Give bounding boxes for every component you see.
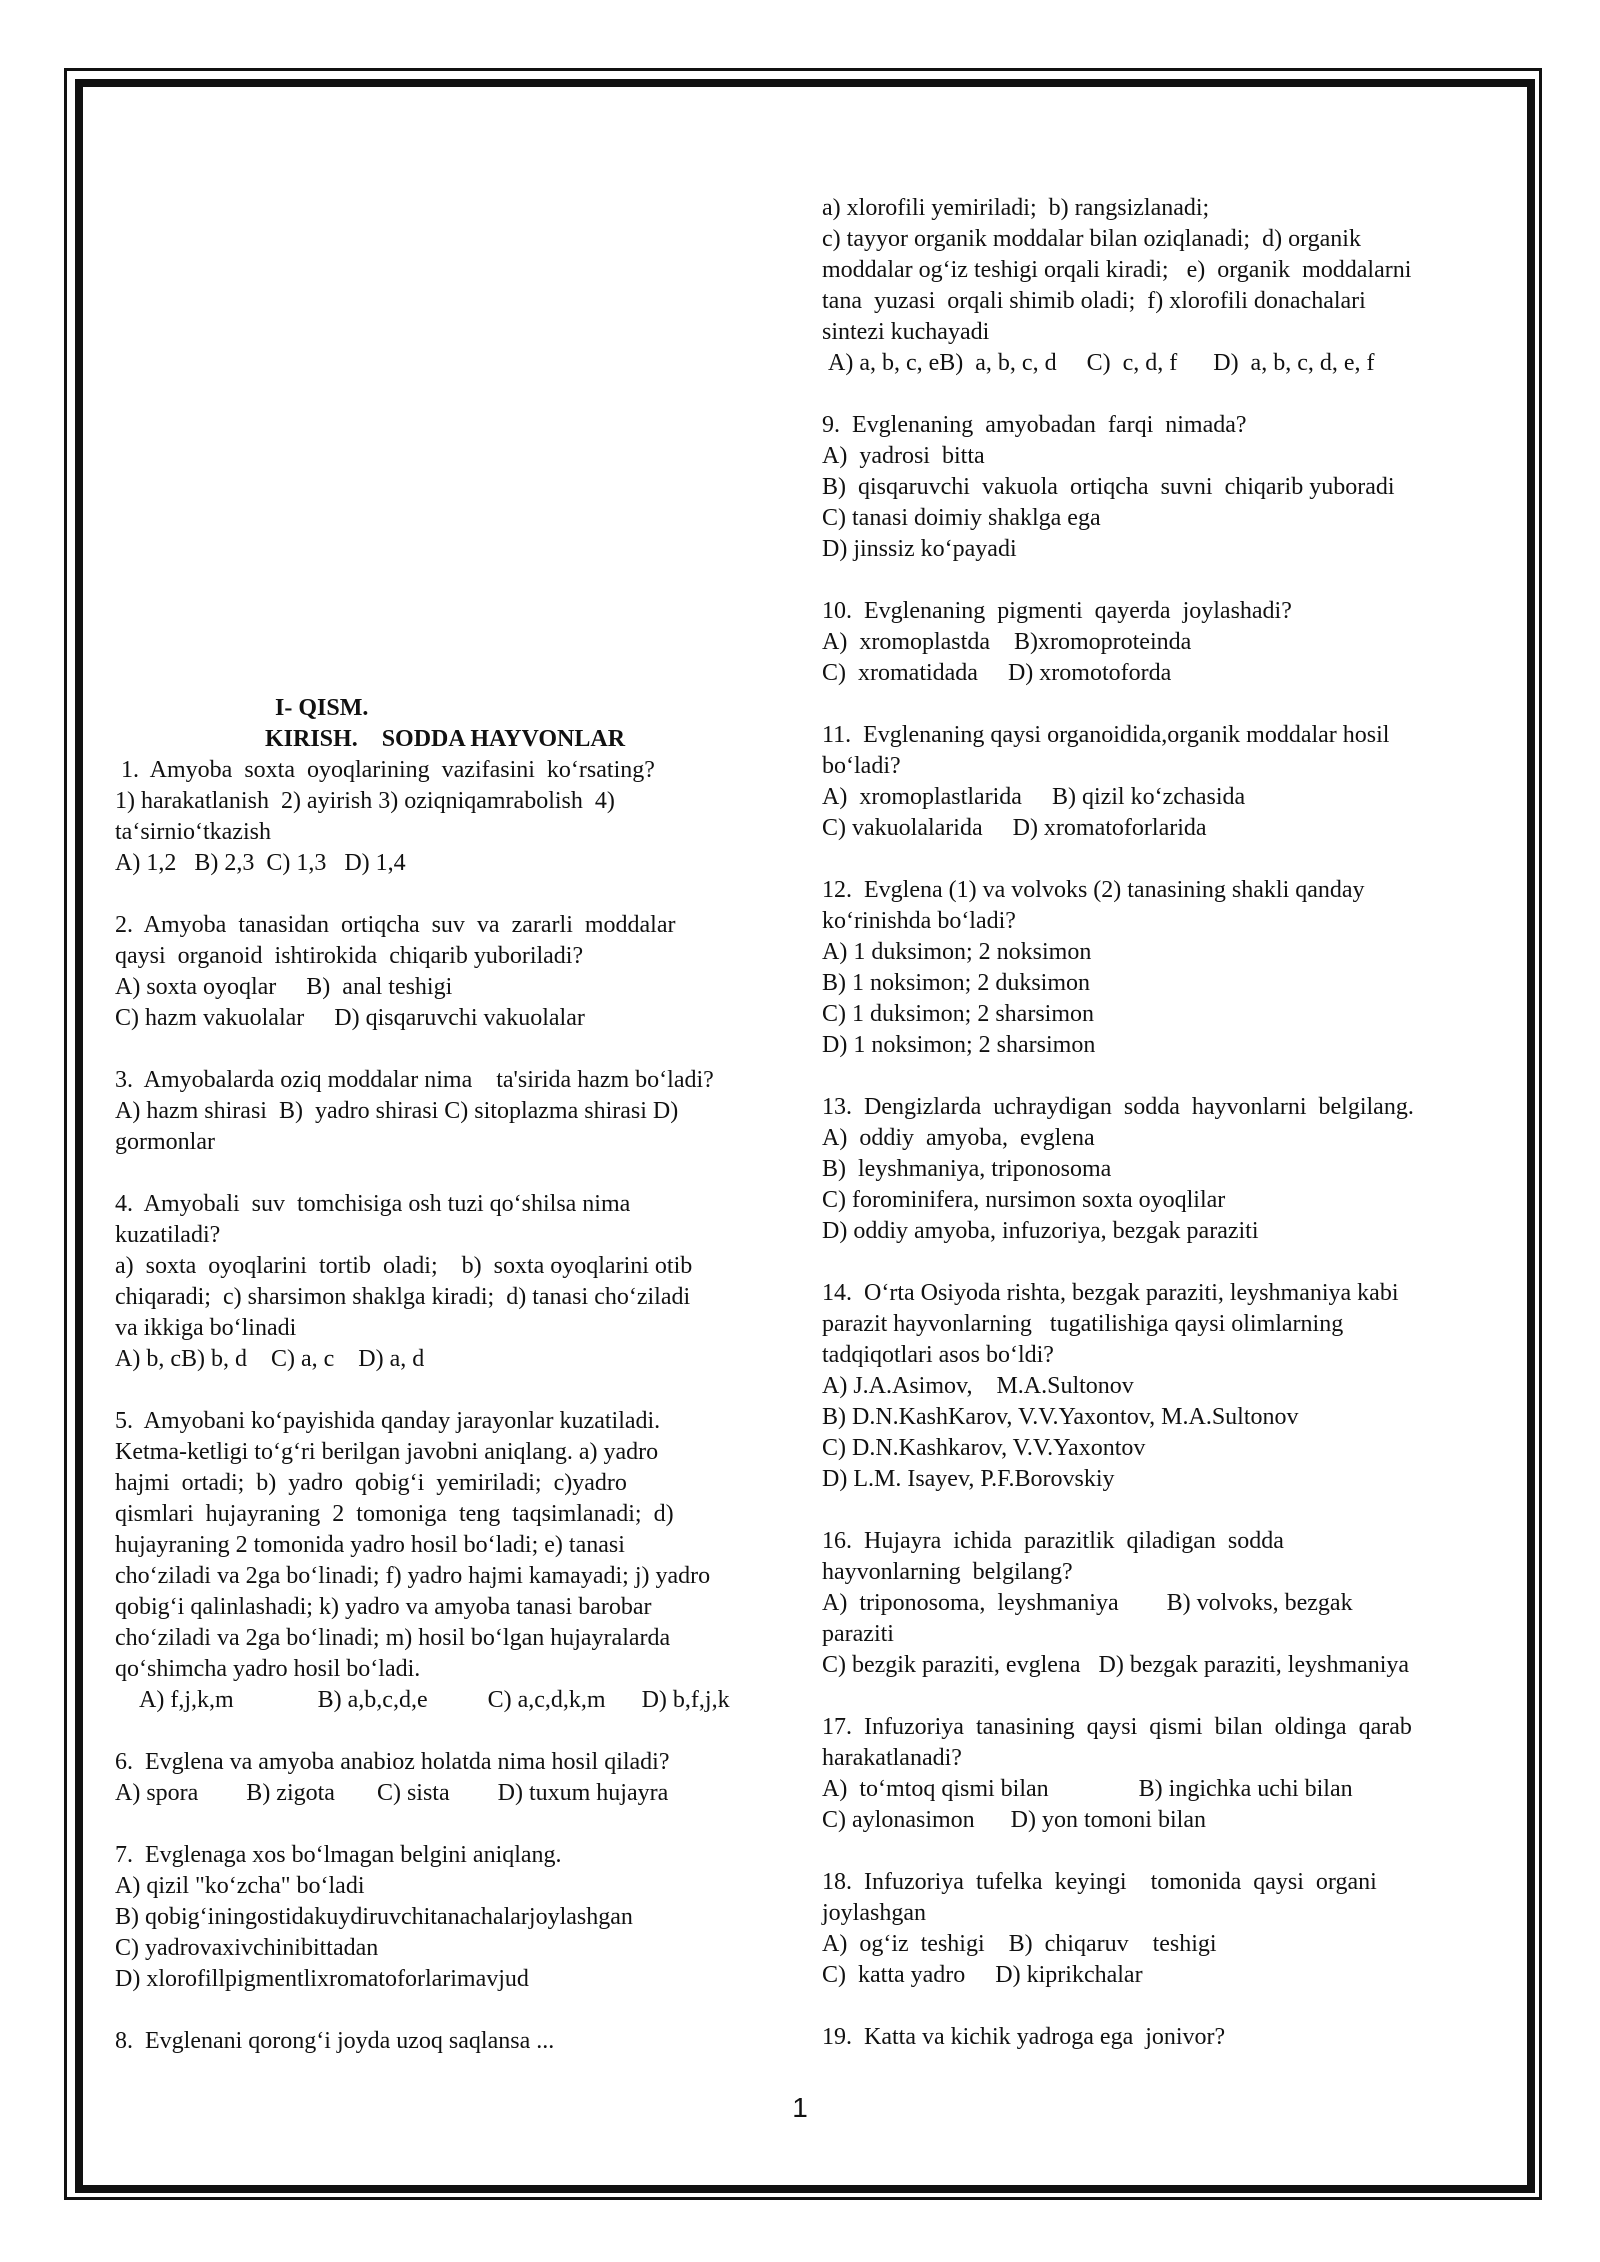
question-line: C) forominifera, nursimon soxta oyoqlilar xyxy=(822,1187,1226,1213)
question-block xyxy=(115,1406,795,1716)
question-line: A) oddiy amyoba, evglena xyxy=(822,1125,1095,1151)
question-line: 14. O‘rta Osiyoda rishta, bezgak paraziti, leyshmaniya kabi xyxy=(822,1280,1399,1306)
question-block xyxy=(822,410,1487,565)
left-question-list xyxy=(115,755,795,2057)
right-column xyxy=(822,193,1487,2053)
question-line: C) aylonasimon D) yon tomoni bilan xyxy=(822,1807,1206,1833)
question-line: C) hazm vakuolalar D) qisqaruvchi vakuolalar xyxy=(115,1005,585,1031)
question-line: moddalar og‘iz teshigi orqali kiradi; e) organik moddalarni xyxy=(822,257,1412,283)
question-line: 7. Evglenaga xos bo‘lmagan belgini aniqlang. xyxy=(115,1842,562,1868)
question-line: a) xlorofili yemiriladi; b) rangsizlanadi; xyxy=(822,195,1210,221)
question-line: 1. Amyoba soxta oyoqlarining vazifasini ko‘rsating? xyxy=(115,757,655,783)
page-number: 1 xyxy=(792,2092,808,2123)
question-block xyxy=(822,1867,1487,1991)
question-line: chiqaradi; c) sharsimon shaklga kiradi; d) tanasi cho‘ziladi xyxy=(115,1284,691,1310)
question-spacer xyxy=(115,1375,795,1406)
question-line: cho‘ziladi va 2ga bo‘linadi; f) yadro hajmi kamayadi; j) yadro xyxy=(115,1563,711,1589)
question-line: 1) harakatlanish 2) ayirish 3) oziqniqamrabolish 4) xyxy=(115,788,615,814)
question-spacer xyxy=(822,565,1487,596)
question-spacer xyxy=(822,1991,1487,2022)
question-line: 3. Amyobalarda oziq moddalar nima ta'sirida hazm bo‘ladi? xyxy=(115,1067,714,1093)
question-line: c) tayyor organik moddalar bilan oziqlanadi; d) organik xyxy=(822,226,1361,252)
question-spacer xyxy=(822,1061,1487,1092)
question-line: sintezi kuchayadi xyxy=(822,319,990,345)
question-line: 8. Evglenani qorong‘i joyda uzoq saqlansa ... xyxy=(115,2028,555,2054)
question-line: qaysi organoid ishtirokida chiqarib yuboriladi? xyxy=(115,943,584,969)
question-block xyxy=(115,1189,795,1375)
question-spacer xyxy=(115,879,795,910)
right-question-list xyxy=(822,193,1487,2053)
question-line: joylashgan xyxy=(822,1900,926,1926)
question-line: qobig‘i qalinlashadi; k) yadro va amyoba tanasi barobar xyxy=(115,1594,652,1620)
question-line: A) spora B) zigota C) sista D) tuxum hujayra xyxy=(115,1780,669,1806)
question-block xyxy=(115,910,795,1034)
question-line: A) to‘mtoq qismi bilan B) ingichka uchi bilan xyxy=(822,1776,1353,1802)
question-line: 16. Hujayra ichida parazitlik qiladigan sodda xyxy=(822,1528,1284,1554)
question-line: C) tanasi doimiy shaklga ega xyxy=(822,505,1101,531)
question-block xyxy=(822,2022,1487,2053)
question-line: A) xromoplastda B)xromoproteinda xyxy=(822,629,1192,655)
question-line: A) f,j,k,m B) a,b,c,d,e C) a,c,d,k,m D) b,f,j,k xyxy=(115,1687,730,1713)
question-line: 17. Infuzoriya tanasining qaysi qismi bilan oldinga qarab xyxy=(822,1714,1412,1740)
question-line: A) 1,2 B) 2,3 C) 1,3 D) 1,4 xyxy=(115,850,406,876)
question-line: 6. Evglena va amyoba anabioz holatda nima hosil qiladi? xyxy=(115,1749,670,1775)
question-line: C) bezgik paraziti, evglena D) bezgak paraziti, leyshmaniya xyxy=(822,1652,1410,1678)
question-line: C) yadrovaxivchinibittadan xyxy=(115,1935,379,1961)
question-line: gormonlar xyxy=(115,1129,215,1155)
question-block xyxy=(822,1092,1487,1247)
question-line: tadqiqotlari asos bo‘ldi? xyxy=(822,1342,1054,1368)
question-line: qo‘shimcha yadro hosil bo‘ladi. xyxy=(115,1656,421,1682)
question-line: D) oddiy amyoba, infuzoriya, bezgak paraziti xyxy=(822,1218,1259,1244)
question-line: Ketma-ketligi to‘g‘ri berilgan javobni aniqlang. a) yadro xyxy=(115,1439,659,1465)
question-line: A) qizil "ko‘zcha" bo‘ladi xyxy=(115,1873,365,1899)
question-line: 19. Katta va kichik yadroga ega jonivor? xyxy=(822,2024,1226,2050)
left-column xyxy=(115,693,795,2057)
question-line: a) soxta oyoqlarini tortib oladi; b) soxta oyoqlarini otib xyxy=(115,1253,693,1279)
question-line: A) soxta oyoqlar B) anal teshigi xyxy=(115,974,453,1000)
question-line: 4. Amyobali suv tomchisiga osh tuzi qo‘shilsa nima xyxy=(115,1191,631,1217)
question-line: paraziti xyxy=(822,1621,894,1647)
question-line: A) xromoplastlarida B) qizil ko‘zchasida xyxy=(822,784,1246,810)
question-line: bo‘ladi? xyxy=(822,753,901,779)
question-line: A) hazm shirasi B) yadro shirasi C) sitoplazma shirasi D) xyxy=(115,1098,679,1124)
question-block xyxy=(822,720,1487,844)
question-line: harakatlanadi? xyxy=(822,1745,962,1771)
question-line: va ikkiga bo‘linadi xyxy=(115,1315,297,1341)
question-line: D) xlorofillpigmentlixromatoforlarimavjud xyxy=(115,1966,529,1992)
question-block xyxy=(822,1712,1487,1836)
question-block xyxy=(822,193,1487,379)
question-line: hayvonlarning belgilang? xyxy=(822,1559,1073,1585)
question-line: C) 1 duksimon; 2 sharsimon xyxy=(822,1001,1095,1027)
question-block xyxy=(822,1526,1487,1681)
question-line: parazit hayvonlarning tugatilishiga qaysi olimlarning xyxy=(822,1311,1344,1337)
question-line: C) D.N.Kashkarov, V.V.Yaxontov xyxy=(822,1435,1146,1461)
question-block xyxy=(115,1747,795,1809)
part-heading: I- QISM. xyxy=(275,695,369,721)
question-line: ko‘rinishda bo‘ladi? xyxy=(822,908,1016,934)
question-line: 2. Amyoba tanasidan ortiqcha suv va zararli moddalar xyxy=(115,912,676,938)
question-line: 5. Amyobani ko‘payishida qanday jarayonlar kuzatiladi. xyxy=(115,1408,661,1434)
question-spacer xyxy=(822,1836,1487,1867)
question-line: 11. Evglenaning qaysi organoidida,organik moddalar hosil xyxy=(822,722,1390,748)
question-block xyxy=(822,596,1487,689)
question-line: D) L.M. Isayev, P.F.Borovskiy xyxy=(822,1466,1115,1492)
question-line: ta‘sirnio‘tkazish xyxy=(115,819,271,845)
question-line: hujayraning 2 tomonida yadro hosil bo‘ladi; e) tanasi xyxy=(115,1532,625,1558)
question-line: B) leyshmaniya, triponosoma xyxy=(822,1156,1112,1182)
question-line: A) b, cB) b, d C) a, c D) a, d xyxy=(115,1346,425,1372)
question-line: 12. Evglena (1) va volvoks (2) tanasining shakli qanday xyxy=(822,877,1365,903)
question-block xyxy=(115,1065,795,1158)
question-line: cho‘ziladi va 2ga bo‘linadi; m) hosil bo‘lgan hujayralarda xyxy=(115,1625,671,1651)
question-block xyxy=(115,2026,795,2057)
question-line: tana yuzasi orqali shimib oladi; f) xlorofili donachalari xyxy=(822,288,1366,314)
section-title: KIRISH. SODDA HAYVONLAR xyxy=(265,726,626,752)
question-line: A) a, b, c, eB) a, b, c, d C) c, d, f D) a, b, c, d, e, f xyxy=(822,350,1375,376)
question-block xyxy=(822,875,1487,1061)
question-spacer xyxy=(115,1716,795,1747)
question-spacer xyxy=(115,1809,795,1840)
question-spacer xyxy=(115,1158,795,1189)
question-line: qismlari hujayraning 2 tomoniga teng taqsimlanadi; d) xyxy=(115,1501,674,1527)
question-line: A) J.A.Asimov, M.A.Sultonov xyxy=(822,1373,1134,1399)
question-line: D) jinssiz ko‘payadi xyxy=(822,536,1017,562)
question-line: 18. Infuzoriya tufelka keyingi tomonida qaysi organi xyxy=(822,1869,1377,1895)
question-block xyxy=(115,1840,795,1995)
question-line: A) 1 duksimon; 2 noksimon xyxy=(822,939,1092,965)
question-spacer xyxy=(822,1681,1487,1712)
question-spacer xyxy=(115,1995,795,2026)
question-spacer xyxy=(822,379,1487,410)
question-block xyxy=(822,1278,1487,1495)
question-line: B) qisqaruvchi vakuola ortiqcha suvni chiqarib yuboradi xyxy=(822,474,1395,500)
question-line: C) katta yadro D) kiprikchalar xyxy=(822,1962,1143,1988)
question-line: 10. Evglenaning pigmenti qayerda joylashadi? xyxy=(822,598,1292,624)
question-line: hajmi ortadi; b) yadro qobig‘i yemiriladi; c)yadro xyxy=(115,1470,627,1496)
question-spacer xyxy=(822,1495,1487,1526)
question-spacer xyxy=(822,844,1487,875)
question-line: B) 1 noksimon; 2 duksimon xyxy=(822,970,1091,996)
question-line: 9. Evglenaning amyobadan farqi nimada? xyxy=(822,412,1247,438)
question-line: C) vakuolalarida D) xromatoforlarida xyxy=(822,815,1207,841)
question-line: B) D.N.KashKarov, V.V.Yaxontov, M.A.Sultonov xyxy=(822,1404,1299,1430)
question-spacer xyxy=(822,689,1487,720)
question-spacer xyxy=(822,1247,1487,1278)
question-line: 13. Dengizlarda uchraydigan sodda hayvonlarni belgilang. xyxy=(822,1094,1414,1120)
question-line: kuzatiladi? xyxy=(115,1222,221,1248)
question-line: D) 1 noksimon; 2 sharsimon xyxy=(822,1032,1096,1058)
question-line: A) yadrosi bitta xyxy=(822,443,985,469)
question-line: C) xromatidada D) xromotoforda xyxy=(822,660,1172,686)
question-line: A) triponosoma, leyshmaniya B) volvoks, bezgak xyxy=(822,1590,1353,1616)
question-line: B) qobig‘iningostidakuydiruvchitanachalarjoylashgan xyxy=(115,1904,633,1930)
question-line: A) og‘iz teshigi B) chiqaruv teshigi xyxy=(822,1931,1217,1957)
question-block xyxy=(115,755,795,879)
question-spacer xyxy=(115,1034,795,1065)
